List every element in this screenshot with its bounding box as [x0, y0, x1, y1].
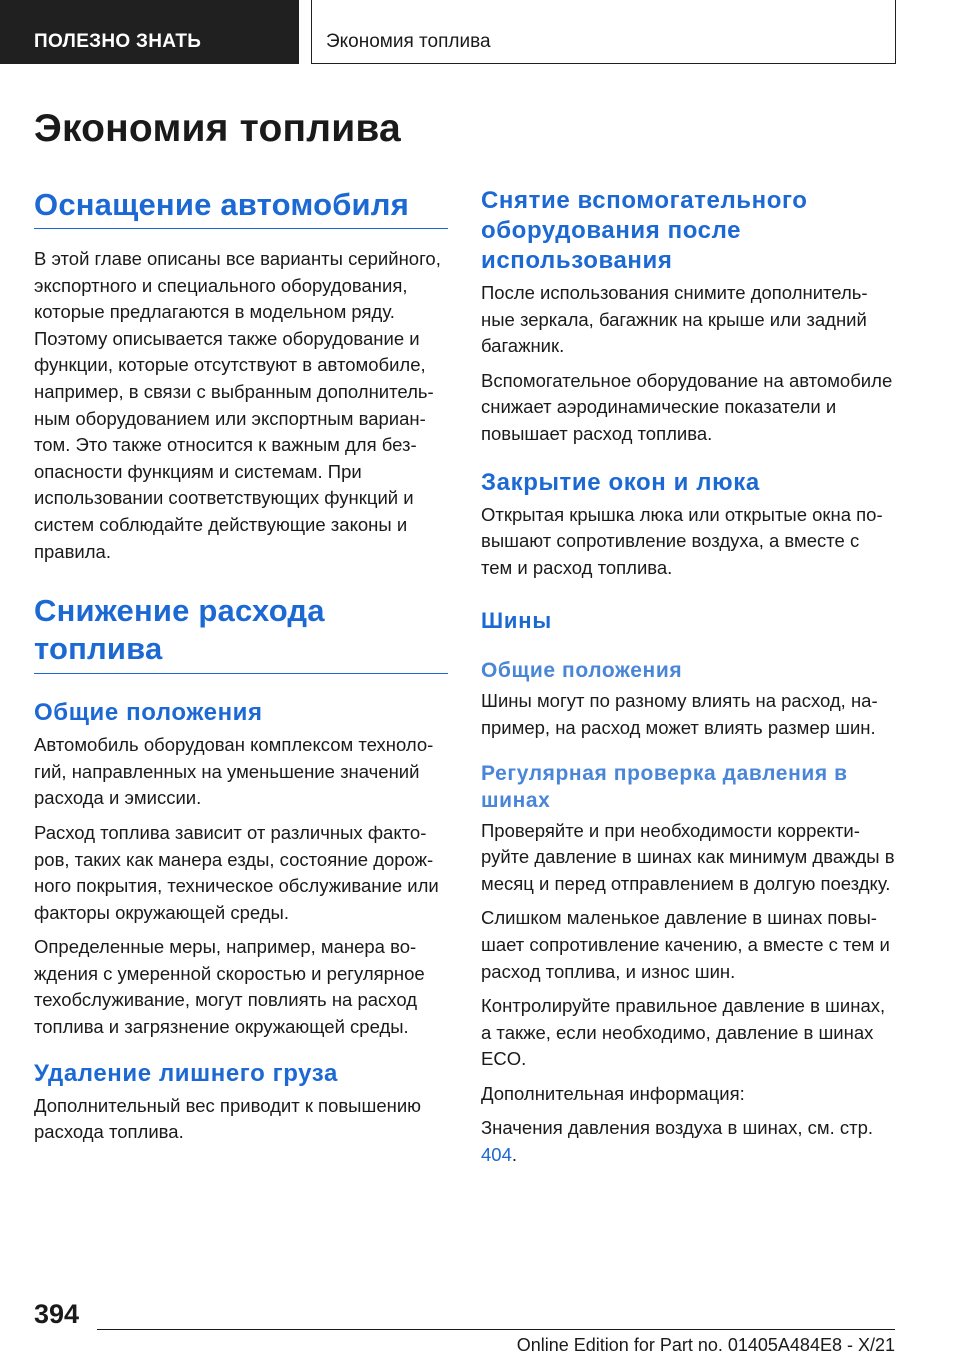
heading-close-windows: Закрытие окон и люка — [481, 468, 760, 496]
page-title: Экономия топлива — [34, 107, 401, 150]
heading-remove-cargo: Удаление лишнего груза — [34, 1059, 338, 1087]
paragraph-general-3: Определенные меры, например, манера вождения с умеренной скоростью и регулярное техобслуживание, могут повлиять на расход топлива и загрязнение окружающей среды. — [34, 936, 425, 1038]
paragraph-remove-cargo: Дополнительный вес приводит к повышению расхода топлива. — [34, 1094, 422, 1143]
right-column — [481, 186, 895, 1169]
heading-tires-general: Общие положения — [481, 659, 683, 683]
heading-tire-pressure-check: Регулярная проверка давления в шинах — [481, 761, 848, 812]
paragraph-general-2: Расход топлива зависит от различных факторов, таких как манера езды, состояние дорожного покрытия, техническое обслуживание или факторы окружающей среды. — [34, 821, 439, 923]
paragraph-windows: Открытая крышка люка или открытые окна повышают сопротивление воздуха, а вместе с тем и расход топлива. — [481, 503, 883, 578]
footer-divider — [97, 1329, 895, 1330]
heading-remove-accessories: Снятие вспомогательного оборудования после использования — [481, 187, 808, 274]
paragraph-pressure-5 — [481, 1115, 895, 1168]
heading-vehicle-equipment: Оснащение автомобиля — [34, 186, 448, 229]
header-section-tab: ПОЛЕЗНО ЗНАТЬ — [0, 0, 299, 64]
heading-tires: Шины — [481, 608, 552, 634]
paragraph-pressure-2: Слишком маленькое давление в шинах повышает сопротивление качению, а вместе с тем и расход топлива, и износ шин. — [481, 907, 890, 982]
paragraph-general-1: Автомобиль оборудован комплексом технологий, направленных на уменьшение значений расхода и эмиссии. — [34, 734, 434, 809]
heading-reduce-consumption: Снижение расхода топлива — [34, 592, 448, 674]
pressure-values-period: . — [511, 1144, 518, 1166]
page-reference-link[interactable]: 404 — [481, 1144, 512, 1166]
paragraph-pressure-4: Дополнительная информация: — [481, 1082, 745, 1104]
footer-edition: Online Edition for Part no. 01405A484E8 - X/21 — [516, 1335, 895, 1355]
paragraph-pressure-1: Проверяйте и при необходимости корректируйте давление в шинах как минимум дважды в месяц и перед отправлением в долгую поездку. — [481, 819, 895, 894]
heading-general-provisions: Общие положения — [34, 699, 263, 727]
left-column — [34, 186, 448, 1146]
page-number: 394 — [34, 1299, 80, 1329]
pressure-values-text: Значения давления воздуха в шинах, см. стр. — [481, 1117, 874, 1139]
paragraph-removal-2: Вспомогательное оборудование на автомобиле снижает аэродинамические показатели и повышает расход топлива. — [481, 369, 893, 444]
paragraph-pressure-3: Контролируйте правильное давление в шинах, а также, если необходимо, давление в шинах ECO. — [481, 995, 886, 1070]
paragraph-tires-general: Шины могут по разному влиять на расход, например, на расход может влиять размер шин. — [481, 690, 878, 738]
paragraph-removal-1: После использования снимите дополнительные зеркала, багажник на крыше или задний багажник. — [481, 282, 868, 357]
paragraph-vehicle-equipment: В этой главе описаны все варианты серийного, экспортного и специального оборудования, которые предлагаются в модельном ряду. Поэтому описывается также оборудование и функции, которые отсутствуют в автомобиле, например, в связи с выбранным дополнительным оборудованием или экспортным вариантом. Это также относится к важным для безопасности функциям и системам. При использовании соответствующих функций и систем соблюдайте действующие законы и правила. — [34, 248, 441, 562]
header-chapter-title: Экономия топлива — [311, 0, 896, 64]
